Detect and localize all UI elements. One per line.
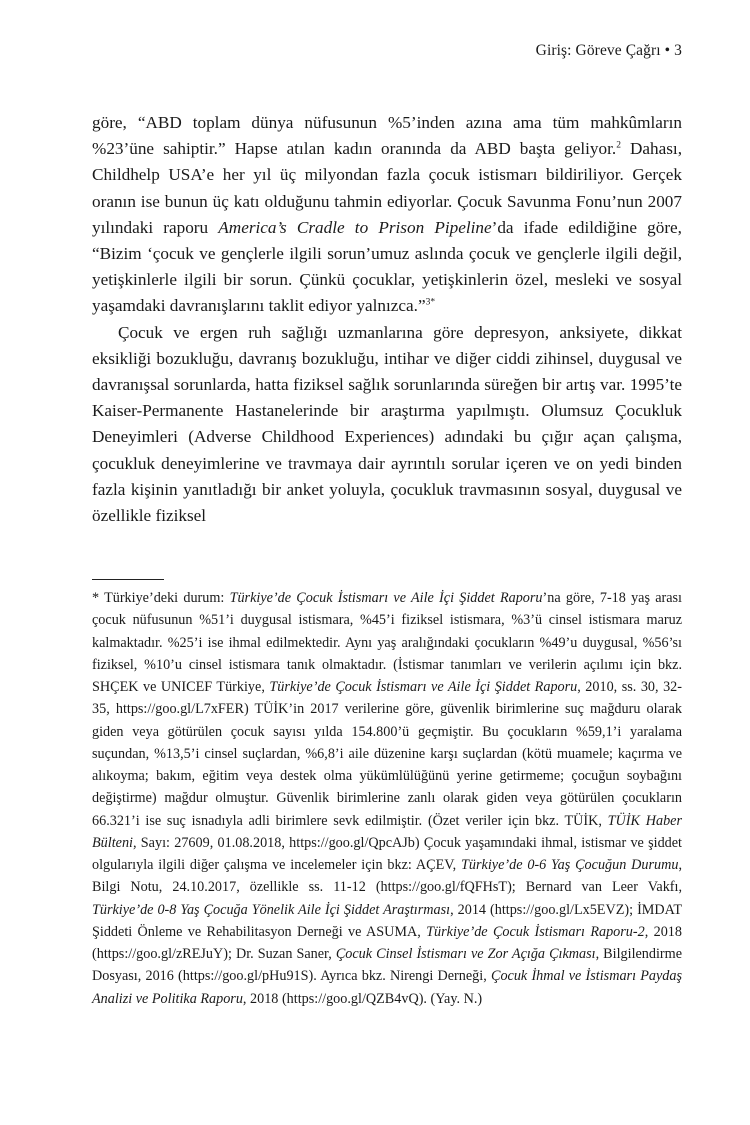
italic-title: Türkiye’de 0-8 Yaş Çocuğa Yönelik Aile İçi Şiddet Araştırması xyxy=(92,901,451,918)
italic-title: Türkiye’de Çocuk İstismarı ve Aile İçi Şiddet Raporu xyxy=(269,679,578,695)
text-run: , 2014 (https://goo.gl/Lx5EVZ); İMDAT Şiddeti Önleme ve Rehabilitasyon Derneği ve ASUMA, xyxy=(92,901,682,940)
paragraph-1 xyxy=(92,110,682,320)
text-run: ’na göre, 7-18 yaş arası çocuk nüfusunun %51’i duygusal istismara, %45’i fiziksel istismara, %3’ü cinsel istismara maruz kalmaktadır. %25’i ise ihmal edilmektedir. Aynı yaş aralığındaki çocukların %49’u duygusal, %56’sı fiziksel, %10’u cinsel istismara tanık olmaktadır. (İstismar tanımları ve verilerin açılımı için bkz. SHÇEK ve UNICEF Türkiye, xyxy=(92,590,683,695)
text-run: , 2010, ss. 30, 32-35, https://goo.gl/L7xFER) TÜİK’in 2017 verilerine göre, güvenlik birimlerine suç mağduru olarak giden veya götürülen çocuk sayısı yılda 154.800’ü geçmiştir. Bu çocukların %59,1’i yaralama suçundan, %13,5’i cinsel suçlardan, %6,8’i aile düzenine karşı suçlardan (kötü muamele; kaçırma ve alıkoyma; bakım, eğitim veya destek olma yükümlülüğünü yerine getirmeme; çocuğun soybağını değiştirme) mağdur olmuştur. Güvenlik birimlerine zanlı olarak giden veya götürülen çocukların 66.321’i ise suç isnadıyla adli birimlere sevk edilmiştir. (Özet veriler için bkz. TÜİK, xyxy=(92,679,682,829)
text-run: , Bilgilendirme Dosyası, 2016 (https://goo.gl/pHu91S). Ayrıca bkz. Nirengi Derneği, xyxy=(92,946,682,985)
footnote xyxy=(92,587,682,1010)
body-text xyxy=(92,110,682,529)
text-run: * Türkiye’deki durum: xyxy=(92,590,230,606)
italic-title: TÜİK Haber Bülteni xyxy=(92,812,682,851)
italic-title: America’s Cradle to Prison Pipeline xyxy=(218,217,492,237)
note-ref: 3* xyxy=(425,297,436,308)
text-run: , Sayı: 27609, 01.08.2018, https://goo.gl/QpcAJb) Çocuk yaşamındaki ihmal, istismar ve şiddet olgularıyla ilgili diğer çalışma ve incelemeler için bkz: AÇEV, xyxy=(92,834,682,873)
text-run: Dahası, Childhelp USA’e her yıl üç milyondan fazla çocuk istismarı bildiriliyor. Gerçek oranın ise bunun üç katı olduğunu tahmin ediyorlar. Çocuk Savunma Fonu’nun 2007 yılındaki raporu xyxy=(92,139,682,237)
italic-title: Türkiye’de Çocuk İstismarı Raporu-2 xyxy=(426,923,645,940)
italic-title: Çocuk İhmal ve İstismarı Paydaş Analizi ve Politika Raporu xyxy=(92,968,682,1007)
paragraph-2: Çocuk ve ergen ruh sağlığı uzmanlarına göre depresyon, anksiyete, dikkat eksikliği bozukluğu, davranış bozukluğu, intihar ve diğer ciddi zihinsel, duygusal ve davranışsal sorunlarda, hatta fiziksel sağlık sorunlarında süreğen bir artış var. 1995’te Kaiser-Permanente Hastanelerinde bir araştırma yapılmıştı. Olumsuz Çocukluk Deneyimleri (Adverse Childhood Experiences) adındaki bu çığır açan çalışma, çocukluk deneyimlerine ve travmaya dair ayrıntılı sorular içeren ve on yedi binden fazla kişinin yanıtladığı bir anket yoluyla, çocukluk travmasının sosyal, duygusal ve özellikle fiziksel xyxy=(92,322,682,526)
text-run: , 2018 (https://goo.gl/zREJuY); Dr. Suzan Saner, xyxy=(92,923,682,962)
text-run: göre, “ABD toplam dünya nüfusunun %5’inden azına ama tüm mahkûmların %23’üne sahiptir.” Hapse atılan kadın oranında da ABD başta geliyor. xyxy=(92,113,682,159)
text-run: , 2018 (https://goo.gl/QZB4vQ). (Yay. N.) xyxy=(242,990,483,1007)
italic-title: Türkiye’de Çocuk İstismarı ve Aile İçi Şiddet Raporu xyxy=(229,590,543,606)
italic-title: Çocuk Cinsel İstismarı ve Zor Açığa Çıkması xyxy=(335,946,596,962)
footnote-text xyxy=(92,587,682,1010)
note-ref: 2 xyxy=(616,140,621,151)
running-head: Giriş: Göreve Çağrı • 3 xyxy=(535,42,682,59)
italic-title: Türkiye’de 0-6 Yaş Çocuğun Durumu xyxy=(461,857,679,873)
text-run: ’da ifade edildiğine göre, “Bizim ‘çocuk ve gençlerle ilgili sorun’umuz aslında çocuk ve gençlerle ilgili değil, yetişkinlerle ilgili bir sorun. Çünkü çocuklar, yetişkinlerin özel, mesleki ve sosyal yaşamdaki davranışlarını taklit ediyor yalnızca.” xyxy=(92,217,682,316)
footnote-separator xyxy=(92,579,164,580)
text-run: , Bilgi Notu, 24.10.2017, özellikle ss. 11-12 (https://goo.gl/fQFHsT); Bernard van Leer Vakfı, xyxy=(92,857,682,896)
